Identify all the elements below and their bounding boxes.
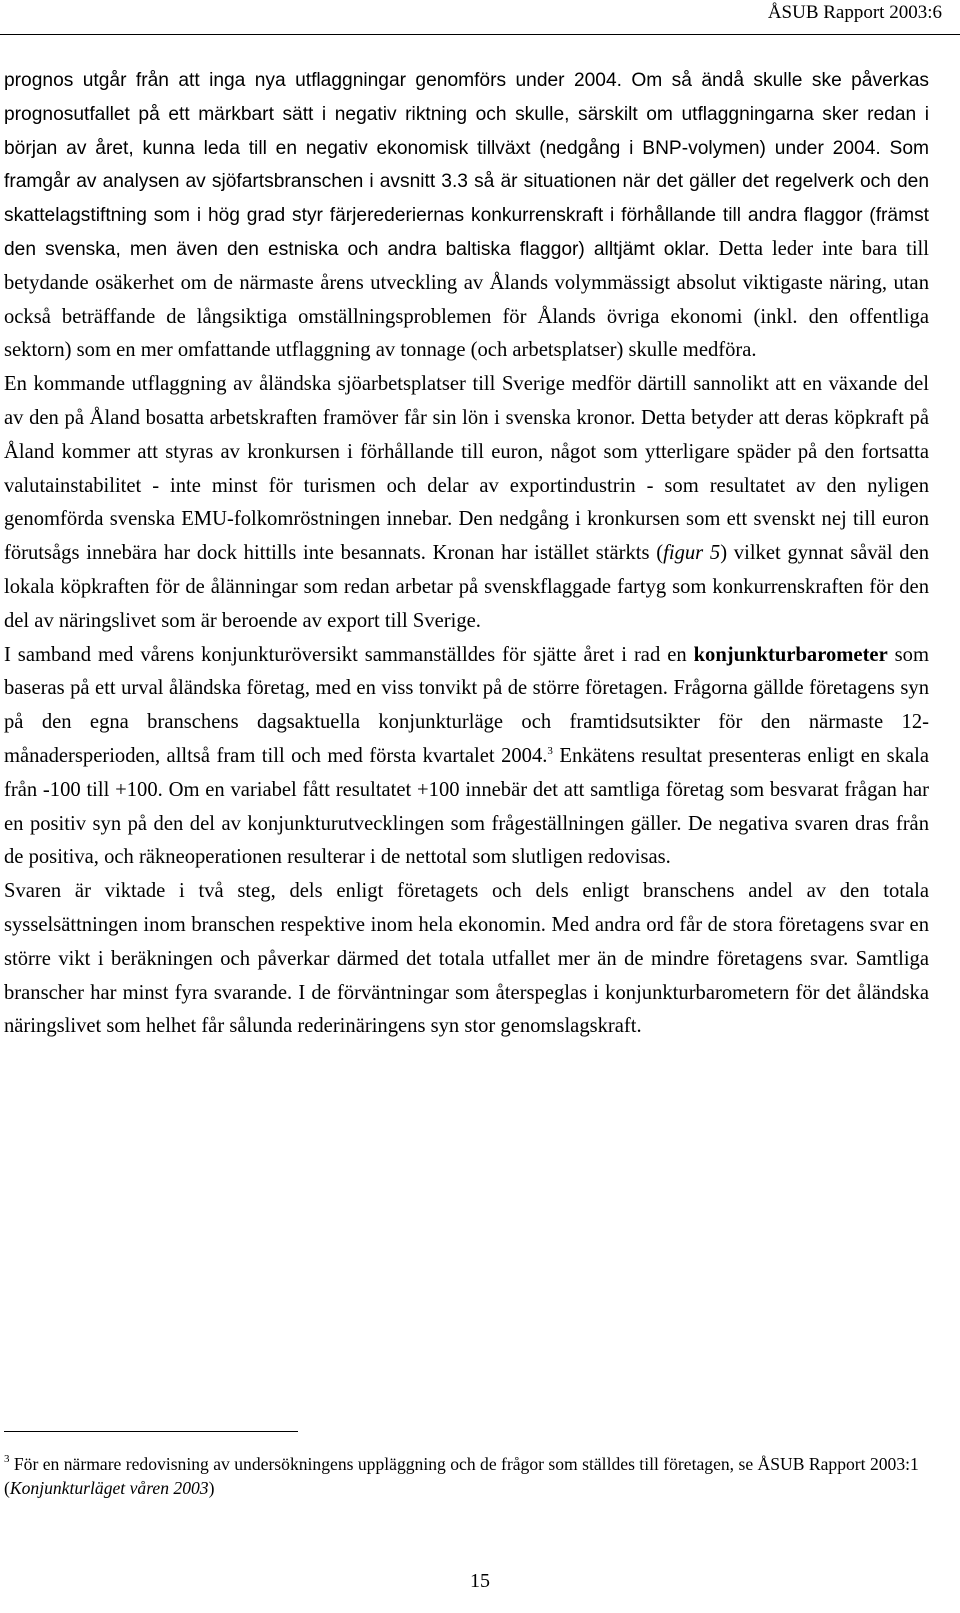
- header-title: ÅSUB Rapport 2003:6: [767, 2, 942, 23]
- paragraph-2-part-b: ) vilket gynnat såväl den lokala köpkraften för de ålänningar som redan arbetar på svenskflaggade fartyg som konkurrenskraften för den del av näringslivet som är beroende av export till Sverige.: [4, 542, 930, 632]
- paragraph-3-part-a: I samband med vårens konjunkturöversikt sammanställdes för sjätte året i rad en: [4, 643, 694, 666]
- paragraph-3-part-b: som baseras på ett urval åländska företag, med en viss tonvikt på de större företagen. Frågorna gällde företagens syn på den egna branschens dagsaktuella konjunkturläge och framtidsutsikter för den närmaste 12-månadersperioden, alltså fram till och med första kvartalet 2004.: [4, 643, 929, 767]
- footnote-reference: 3: [547, 744, 553, 757]
- page-header: [0, 0, 960, 35]
- page-number: 15: [470, 1570, 490, 1592]
- paragraph-4: Svaren är viktade i två steg, dels enligt företagets och dels enligt branschens andel av den totala sysselsättningen inom branschen respektive inom hela ekonomin. Med andra ord får de stora företagens svar en större vikt i beräkningen och påverkar därmed det totala utfallet mer än de mindre företagens svar. Samtliga branscher har minst fyra svarande. I de förväntningar som återspeglas i konjunkturbarometern för det åländska näringslivet som helhet får sålunda rederinäringens syn stor genomslagskraft.: [4, 880, 929, 1038]
- paragraph-1-part-b: Detta leder inte bara till betydande osäkerhet om de närmaste årens utveckling av Ålands volymmässigt absolut viktigaste näring, utan också beträffande de långsiktiga omställningsproblemen för Ålands övriga ekonomi (inkl. den offentliga sektorn) som en mer omfattande utflaggning av tonnage (och arbetsplatser) skulle medföra.: [4, 237, 929, 362]
- paragraph-1: [4, 64, 929, 368]
- footnote-text-a: För en närmare redovisning av undersökningens uppläggning och de frågor som ställdes till företagen, se ÅSUB Rapport 2003:1 (: [4, 1454, 919, 1498]
- paragraph-2: [4, 368, 929, 638]
- paragraph-3-part-c: Enkätens resultat presenteras enligt en skala från -100 till +100. Om en variabel fått resultatet +100 innebär det att samtliga företag som besvarat frågan har en positiv syn på den del av konjunkturutvecklingen som frågeställningen gäller. De negativa svaren dras från de positiva, och räkneoperationen resulterar i de nettotal som slutligen redovisas.: [4, 744, 929, 869]
- footnote-number: 3: [4, 1453, 10, 1465]
- footnote-italic-title: Konjunkturläget våren 2003: [9, 1478, 209, 1498]
- footnote: [4, 1452, 929, 1500]
- paragraph-1-part-a: prognos utgår från att inga nya utflaggningar genomförs under 2004. Om så ändå skulle ske påverkas prognosutfallet på ett märkbart sätt i negativ riktning och skulle, särskilt om utflaggningarna sker redan i början av året, kunna leda till en negativ ekonomisk tillväxt (nedgång i BNP-volymen) under 2004. Som framgår av analysen av sjöfartsbranschen i avsnitt 3.3 så är situationen när det gäller det regelverk och den skattelagstiftning som i hög grad styr färjerederiernas konkurrenskraft i förhållande till andra flaggor (främst den svenska, men även den estniska och andra baltiska flaggor) alltjämt oklar.: [4, 70, 929, 260]
- footnote-separator: [4, 1431, 298, 1432]
- figure-reference: figur 5: [663, 542, 721, 565]
- paragraph-2-part-a: En kommande utflaggning av åländska sjöarbetsplatser till Sverige medför därtill sannolikt att en växande del av den på Åland bosatta arbetskraften framöver får sin lön i svenska kronor. Detta betyder att deras köpkraft på Åland kommer att styras av kronkursen i förhållande till euron, något som ytterligare späder på den fortsatta valutainstabilitet - inte minst för turismen och delar av exportindustrin - som resultatet av den nyligen genomförda svenska EMU-folkomröstningen innebar. Den nedgång i kronkursen som ett svenskt nej till euron förutsågs innebära har dock hittills inte besannats. Kronan har istället stärkts (: [4, 373, 929, 565]
- paragraph-3: [4, 639, 929, 876]
- footnote-text-b: ): [208, 1478, 215, 1498]
- bold-term: konjunkturbarometer: [693, 643, 888, 666]
- document-body: [4, 64, 929, 1044]
